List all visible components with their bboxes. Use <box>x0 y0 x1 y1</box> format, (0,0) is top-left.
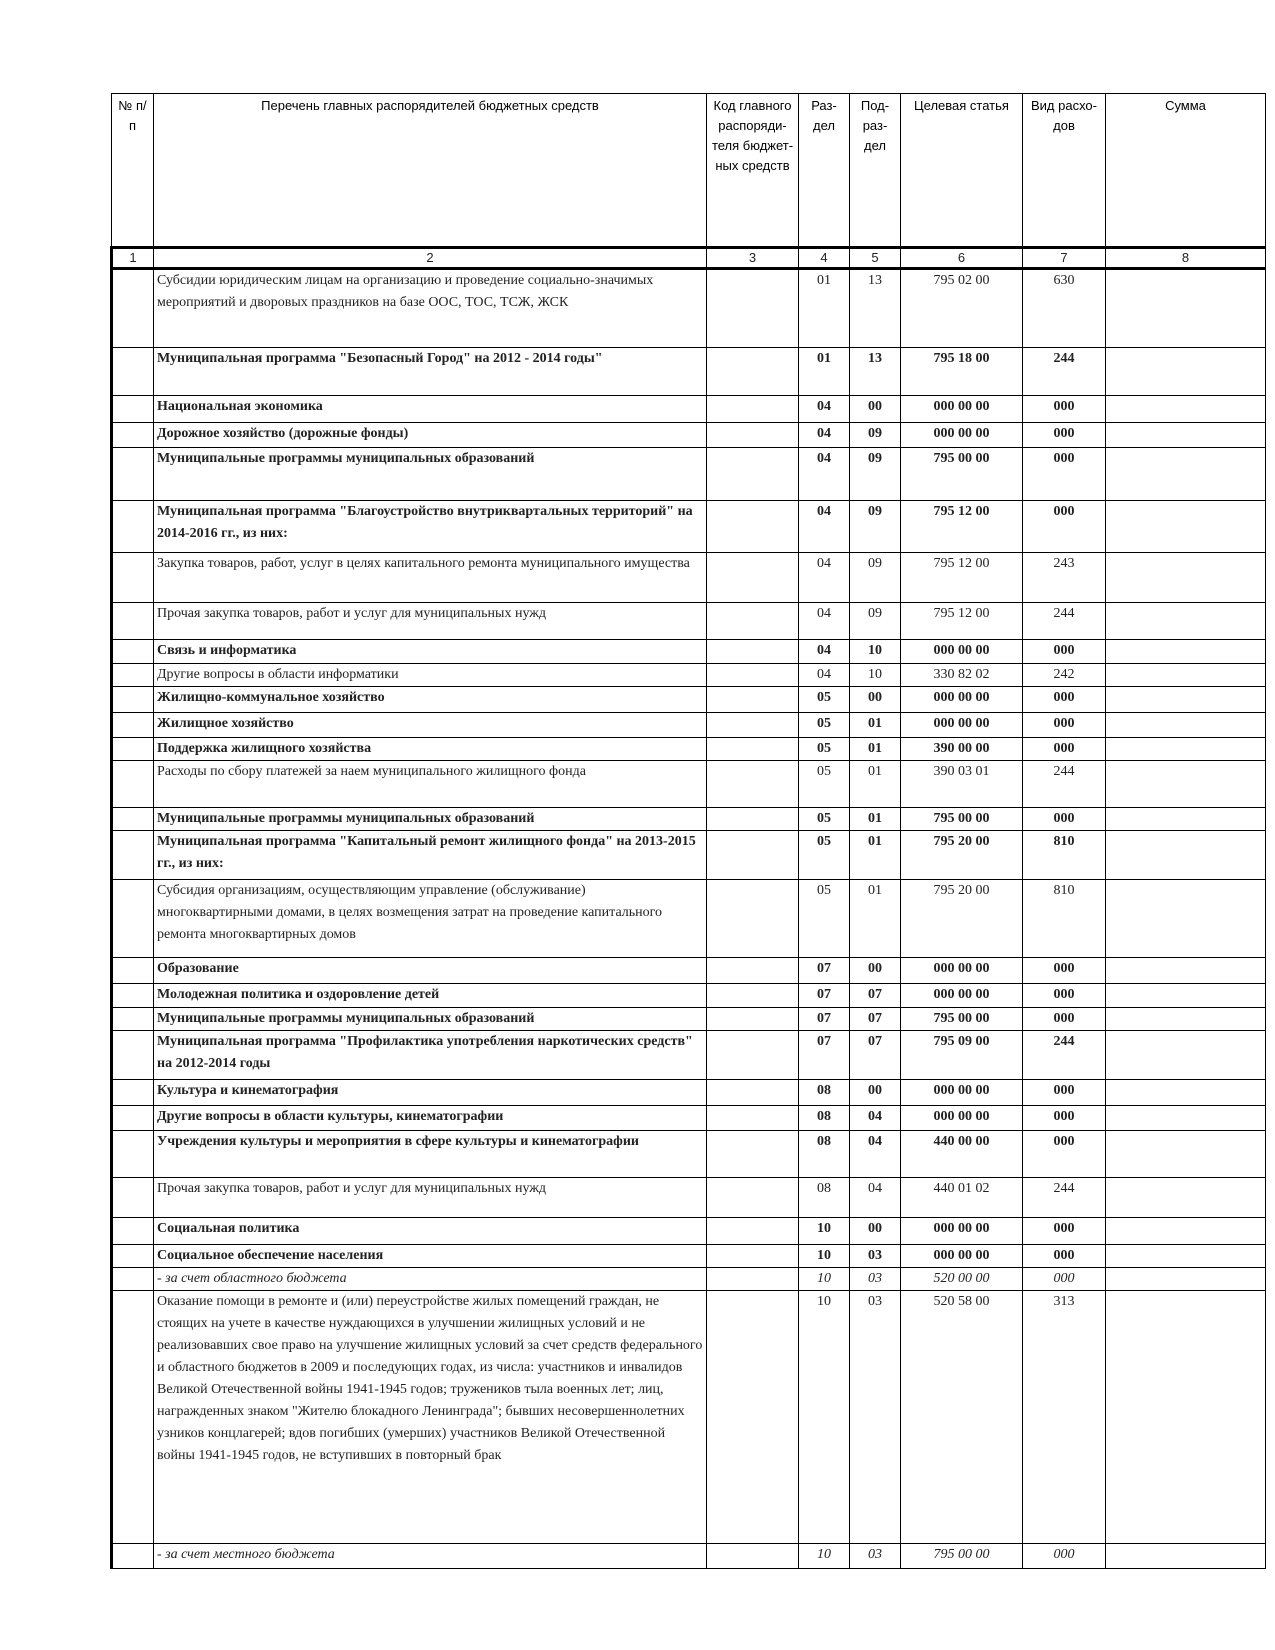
row-number <box>112 348 154 396</box>
row-razdel: 04 <box>799 640 850 664</box>
row-number <box>112 1291 154 1544</box>
table-row <box>112 1031 1266 1080</box>
row-article: 390 03 01 <box>901 761 1023 808</box>
row-podrazdel: 09 <box>850 553 901 603</box>
row-code <box>707 1080 799 1106</box>
row-razdel: 08 <box>799 1178 850 1218</box>
table-row <box>112 831 1266 880</box>
row-code <box>707 761 799 808</box>
row-sum <box>1106 761 1266 808</box>
row-sum <box>1106 664 1266 687</box>
row-vid: 244 <box>1023 1031 1106 1080</box>
row-article: 795 18 00 <box>901 348 1023 396</box>
row-razdel: 05 <box>799 687 850 713</box>
row-name: Оказание помощи в ремонте и (или) переустройстве жилых помещений граждан, не стоящих на учете в качестве нуждающихся в улучшении жилищных условий и не реализовавших свое право на улучшение жилищных условий за счет средств федерального и областного бюджетов в 2009 и последующих годах, из числа: участников и инвалидов Великой Отечественной войны 1941-1945 годов; тружеников тыла военных лет; лиц, награжденных знаком "Жителю блокадного Ленинграда"; бывших несовершеннолетних узников концлагерей; вдов погибших (умерших) участников Великой Отечественной войны 1941-1945 годов, не вступивших в повторный брак <box>154 1291 707 1544</box>
row-article: 795 00 00 <box>901 1008 1023 1031</box>
table-row <box>112 640 1266 664</box>
row-article: 795 00 00 <box>901 448 1023 501</box>
row-razdel: 04 <box>799 553 850 603</box>
row-code <box>707 1291 799 1544</box>
row-podrazdel: 09 <box>850 448 901 501</box>
row-vid: 000 <box>1023 808 1106 831</box>
row-vid: 000 <box>1023 423 1106 448</box>
row-name: Связь и информатика <box>154 640 707 664</box>
colnum: 8 <box>1106 248 1266 269</box>
row-article: 000 00 00 <box>901 1106 1023 1131</box>
row-code <box>707 1245 799 1268</box>
row-sum <box>1106 1291 1266 1544</box>
row-number <box>112 1080 154 1106</box>
row-razdel: 05 <box>799 808 850 831</box>
row-name: Прочая закупка товаров, работ и услуг для муниципальных нужд <box>154 603 707 640</box>
row-code <box>707 448 799 501</box>
row-podrazdel: 03 <box>850 1245 901 1268</box>
row-sum <box>1106 553 1266 603</box>
row-number <box>112 1106 154 1131</box>
row-name: Муниципальные программы муниципальных образований <box>154 808 707 831</box>
row-vid: 000 <box>1023 1218 1106 1245</box>
row-article: 000 00 00 <box>901 1080 1023 1106</box>
header-number: № п/п <box>112 94 154 248</box>
colnum: 6 <box>901 248 1023 269</box>
table-row <box>112 761 1266 808</box>
row-podrazdel: 00 <box>850 396 901 423</box>
row-sum <box>1106 1218 1266 1245</box>
row-vid: 000 <box>1023 1131 1106 1178</box>
row-code <box>707 396 799 423</box>
row-code <box>707 1031 799 1080</box>
header-podrazdel: Под-раз-дел <box>850 94 901 248</box>
row-vid: 000 <box>1023 1268 1106 1291</box>
row-vid: 244 <box>1023 761 1106 808</box>
row-number <box>112 1178 154 1218</box>
row-vid: 000 <box>1023 640 1106 664</box>
row-code <box>707 1131 799 1178</box>
row-code <box>707 1106 799 1131</box>
row-sum <box>1106 448 1266 501</box>
row-podrazdel: 00 <box>850 1080 901 1106</box>
row-razdel: 04 <box>799 603 850 640</box>
row-podrazdel: 00 <box>850 958 901 984</box>
row-razdel: 05 <box>799 761 850 808</box>
row-code <box>707 880 799 958</box>
row-code <box>707 348 799 396</box>
row-vid: 000 <box>1023 958 1106 984</box>
row-code <box>707 984 799 1008</box>
row-sum <box>1106 1268 1266 1291</box>
row-name: Муниципальные программы муниципальных образований <box>154 1008 707 1031</box>
row-article: 795 00 00 <box>901 808 1023 831</box>
header-row <box>112 94 1266 248</box>
row-number <box>112 831 154 880</box>
row-number <box>112 640 154 664</box>
row-name: Муниципальная программа "Профилактика употребления наркотических средств" на 2012-2014 годы <box>154 1031 707 1080</box>
header-name: Перечень главных распорядителей бюджетных средств <box>154 94 707 248</box>
row-sum <box>1106 640 1266 664</box>
row-podrazdel: 10 <box>850 640 901 664</box>
table-row <box>112 1106 1266 1131</box>
table-row <box>112 1178 1266 1218</box>
row-number <box>112 761 154 808</box>
row-vid: 000 <box>1023 396 1106 423</box>
row-code <box>707 553 799 603</box>
table-row <box>112 1218 1266 1245</box>
row-vid: 000 <box>1023 713 1106 738</box>
row-article: 390 00 00 <box>901 738 1023 761</box>
table-row <box>112 1268 1266 1291</box>
table-row <box>112 1008 1266 1031</box>
table-row <box>112 808 1266 831</box>
table-row <box>112 603 1266 640</box>
row-name: Субсидии юридическим лицам на организацию и проведение социально-значимых мероприятий и дворовых праздников на базе ООС, ТОС, ТСЖ, ЖСК <box>154 269 707 348</box>
row-podrazdel: 13 <box>850 269 901 348</box>
row-number <box>112 958 154 984</box>
header-vid: Вид расхо-дов <box>1023 94 1106 248</box>
table-row <box>112 448 1266 501</box>
row-podrazdel: 07 <box>850 1031 901 1080</box>
row-number <box>112 1544 154 1569</box>
row-razdel: 08 <box>799 1106 850 1131</box>
row-sum <box>1106 738 1266 761</box>
colnum: 7 <box>1023 248 1106 269</box>
row-vid: 000 <box>1023 738 1106 761</box>
row-article: 000 00 00 <box>901 1245 1023 1268</box>
row-vid: 000 <box>1023 1080 1106 1106</box>
row-razdel: 01 <box>799 269 850 348</box>
row-vid: 810 <box>1023 831 1106 880</box>
row-article: 000 00 00 <box>901 687 1023 713</box>
row-podrazdel: 13 <box>850 348 901 396</box>
row-name: Муниципальная программа "Капитальный ремонт жилищного фонда" на 2013-2015 гг., из них: <box>154 831 707 880</box>
row-sum <box>1106 1245 1266 1268</box>
row-code <box>707 1008 799 1031</box>
row-vid: 242 <box>1023 664 1106 687</box>
row-number <box>112 501 154 553</box>
row-name: - за счет областного бюджета <box>154 1268 707 1291</box>
row-vid: 000 <box>1023 1544 1106 1569</box>
colnum: 5 <box>850 248 901 269</box>
row-sum <box>1106 1106 1266 1131</box>
row-podrazdel: 03 <box>850 1544 901 1569</box>
row-number <box>112 1008 154 1031</box>
row-vid: 630 <box>1023 269 1106 348</box>
colnum: 4 <box>799 248 850 269</box>
row-razdel: 01 <box>799 348 850 396</box>
row-razdel: 08 <box>799 1080 850 1106</box>
row-number <box>112 553 154 603</box>
row-podrazdel: 01 <box>850 761 901 808</box>
row-sum <box>1106 501 1266 553</box>
row-name: Жилищное хозяйство <box>154 713 707 738</box>
row-vid: 244 <box>1023 348 1106 396</box>
table-row <box>112 738 1266 761</box>
row-number <box>112 1131 154 1178</box>
row-podrazdel: 09 <box>850 423 901 448</box>
row-sum <box>1106 1031 1266 1080</box>
row-vid: 810 <box>1023 880 1106 958</box>
row-code <box>707 664 799 687</box>
row-vid: 000 <box>1023 1008 1106 1031</box>
row-name: Муниципальная программа "Безопасный Город" на 2012 - 2014 годы" <box>154 348 707 396</box>
row-name: Другие вопросы в области информатики <box>154 664 707 687</box>
row-sum <box>1106 713 1266 738</box>
row-razdel: 07 <box>799 1031 850 1080</box>
row-name: Муниципальная программа "Благоустройство внутриквартальных территорий" на 2014-2016 гг., из них: <box>154 501 707 553</box>
row-razdel: 07 <box>799 958 850 984</box>
row-podrazdel: 01 <box>850 831 901 880</box>
row-name: Субсидия организациям, осуществляющим управление (обслуживание) многоквартирными домами, в целях возмещения затрат на проведение капитального ремонта многоквартирных домов <box>154 880 707 958</box>
row-sum <box>1106 808 1266 831</box>
row-sum <box>1106 423 1266 448</box>
row-podrazdel: 00 <box>850 687 901 713</box>
row-name: Культура и кинематография <box>154 1080 707 1106</box>
row-name: Национальная экономика <box>154 396 707 423</box>
table-row <box>112 553 1266 603</box>
row-podrazdel: 09 <box>850 603 901 640</box>
row-name: Учреждения культуры и мероприятия в сфере культуры и кинематографии <box>154 1131 707 1178</box>
row-vid: 000 <box>1023 1106 1106 1131</box>
table-row <box>112 269 1266 348</box>
row-article: 520 00 00 <box>901 1268 1023 1291</box>
table-row <box>112 396 1266 423</box>
row-podrazdel: 04 <box>850 1106 901 1131</box>
row-article: 520 58 00 <box>901 1291 1023 1544</box>
header-razdel: Раз-дел <box>799 94 850 248</box>
row-number <box>112 423 154 448</box>
row-article: 440 00 00 <box>901 1131 1023 1178</box>
row-code <box>707 269 799 348</box>
row-razdel: 10 <box>799 1218 850 1245</box>
row-sum <box>1106 687 1266 713</box>
row-code <box>707 687 799 713</box>
row-code <box>707 423 799 448</box>
row-code <box>707 1268 799 1291</box>
row-podrazdel: 10 <box>850 664 901 687</box>
table-row <box>112 687 1266 713</box>
row-number <box>112 1268 154 1291</box>
row-code <box>707 603 799 640</box>
row-code <box>707 738 799 761</box>
row-razdel: 05 <box>799 831 850 880</box>
row-article: 795 02 00 <box>901 269 1023 348</box>
row-name: Поддержка жилищного хозяйства <box>154 738 707 761</box>
row-number <box>112 448 154 501</box>
row-razdel: 10 <box>799 1544 850 1569</box>
row-podrazdel: 01 <box>850 880 901 958</box>
row-vid: 000 <box>1023 501 1106 553</box>
row-sum <box>1106 269 1266 348</box>
row-article: 000 00 00 <box>901 984 1023 1008</box>
row-sum <box>1106 1008 1266 1031</box>
table-row <box>112 1245 1266 1268</box>
row-sum <box>1106 1544 1266 1569</box>
row-sum <box>1106 831 1266 880</box>
table-row <box>112 713 1266 738</box>
row-razdel: 04 <box>799 396 850 423</box>
row-razdel: 04 <box>799 423 850 448</box>
header-sum: Сумма <box>1106 94 1266 248</box>
row-sum <box>1106 396 1266 423</box>
row-article: 795 09 00 <box>901 1031 1023 1080</box>
colnum: 3 <box>707 248 799 269</box>
row-vid: 000 <box>1023 448 1106 501</box>
table-row <box>112 1544 1266 1569</box>
row-code <box>707 1178 799 1218</box>
row-name: Прочая закупка товаров, работ и услуг для муниципальных нужд <box>154 1178 707 1218</box>
row-podrazdel: 03 <box>850 1268 901 1291</box>
row-article: 000 00 00 <box>901 423 1023 448</box>
row-number <box>112 880 154 958</box>
row-code <box>707 501 799 553</box>
row-sum <box>1106 1178 1266 1218</box>
row-name: Социальная политика <box>154 1218 707 1245</box>
row-razdel: 05 <box>799 880 850 958</box>
table-row <box>112 1080 1266 1106</box>
row-name: - за счет местного бюджета <box>154 1544 707 1569</box>
row-name: Социальное обеспечение населения <box>154 1245 707 1268</box>
row-code <box>707 831 799 880</box>
row-article: 795 00 00 <box>901 1544 1023 1569</box>
row-code <box>707 1218 799 1245</box>
table-body <box>112 269 1266 1569</box>
row-article: 000 00 00 <box>901 958 1023 984</box>
row-vid: 000 <box>1023 1245 1106 1268</box>
row-razdel: 10 <box>799 1268 850 1291</box>
row-name: Расходы по сбору платежей за наем муниципального жилищного фонда <box>154 761 707 808</box>
row-sum <box>1106 348 1266 396</box>
table-row <box>112 664 1266 687</box>
row-name: Жилищно-коммунальное хозяйство <box>154 687 707 713</box>
row-vid: 243 <box>1023 553 1106 603</box>
colnum: 2 <box>154 248 707 269</box>
row-article: 795 20 00 <box>901 880 1023 958</box>
row-article: 000 00 00 <box>901 713 1023 738</box>
row-vid: 000 <box>1023 687 1106 713</box>
row-article: 795 20 00 <box>901 831 1023 880</box>
row-razdel: 04 <box>799 501 850 553</box>
table-row <box>112 958 1266 984</box>
row-article: 330 82 02 <box>901 664 1023 687</box>
row-sum <box>1106 880 1266 958</box>
header-article: Целевая статья <box>901 94 1023 248</box>
table-row <box>112 880 1266 958</box>
row-number <box>112 713 154 738</box>
table-row <box>112 348 1266 396</box>
row-sum <box>1106 984 1266 1008</box>
row-vid: 000 <box>1023 984 1106 1008</box>
row-razdel: 08 <box>799 1131 850 1178</box>
colnum: 1 <box>112 248 154 269</box>
row-number <box>112 984 154 1008</box>
header-code: Код главного распоряди-теля бюджет-ных средств <box>707 94 799 248</box>
row-name: Образование <box>154 958 707 984</box>
row-article: 795 12 00 <box>901 553 1023 603</box>
row-podrazdel: 04 <box>850 1178 901 1218</box>
row-razdel: 04 <box>799 664 850 687</box>
row-razdel: 10 <box>799 1291 850 1544</box>
row-podrazdel: 01 <box>850 808 901 831</box>
row-code <box>707 713 799 738</box>
row-podrazdel: 09 <box>850 501 901 553</box>
row-number <box>112 1218 154 1245</box>
table-row <box>112 423 1266 448</box>
row-article: 000 00 00 <box>901 1218 1023 1245</box>
table-row <box>112 1131 1266 1178</box>
row-article: 795 12 00 <box>901 603 1023 640</box>
row-number <box>112 1245 154 1268</box>
row-name: Закупка товаров, работ, услуг в целях капитального ремонта муниципального имущества <box>154 553 707 603</box>
row-code <box>707 958 799 984</box>
row-article: 440 01 02 <box>901 1178 1023 1218</box>
row-razdel: 07 <box>799 1008 850 1031</box>
row-vid: 244 <box>1023 603 1106 640</box>
row-number <box>112 269 154 348</box>
row-podrazdel: 04 <box>850 1131 901 1178</box>
row-podrazdel: 01 <box>850 713 901 738</box>
column-number-row <box>112 248 1266 269</box>
row-razdel: 05 <box>799 713 850 738</box>
row-name: Муниципальные программы муниципальных образований <box>154 448 707 501</box>
row-number <box>112 603 154 640</box>
row-number <box>112 396 154 423</box>
row-razdel: 05 <box>799 738 850 761</box>
row-podrazdel: 07 <box>850 1008 901 1031</box>
table-row <box>112 984 1266 1008</box>
row-number <box>112 1031 154 1080</box>
row-vid: 313 <box>1023 1291 1106 1544</box>
row-number <box>112 738 154 761</box>
row-number <box>112 808 154 831</box>
row-podrazdel: 01 <box>850 738 901 761</box>
row-razdel: 07 <box>799 984 850 1008</box>
row-vid: 244 <box>1023 1178 1106 1218</box>
row-number <box>112 664 154 687</box>
row-number <box>112 687 154 713</box>
row-name: Дорожное хозяйство (дорожные фонды) <box>154 423 707 448</box>
row-article: 000 00 00 <box>901 396 1023 423</box>
row-article: 000 00 00 <box>901 640 1023 664</box>
row-razdel: 10 <box>799 1245 850 1268</box>
row-code <box>707 808 799 831</box>
row-name: Другие вопросы в области культуры, кинематографии <box>154 1106 707 1131</box>
budget-table <box>110 93 1266 1569</box>
row-sum <box>1106 958 1266 984</box>
row-sum <box>1106 1080 1266 1106</box>
row-sum <box>1106 1131 1266 1178</box>
row-podrazdel: 07 <box>850 984 901 1008</box>
row-code <box>707 640 799 664</box>
row-sum <box>1106 603 1266 640</box>
row-name: Молодежная политика и оздоровление детей <box>154 984 707 1008</box>
table-row <box>112 501 1266 553</box>
row-podrazdel: 03 <box>850 1291 901 1544</box>
row-podrazdel: 00 <box>850 1218 901 1245</box>
row-razdel: 04 <box>799 448 850 501</box>
row-article: 795 12 00 <box>901 501 1023 553</box>
table-row <box>112 1291 1266 1544</box>
row-code <box>707 1544 799 1569</box>
